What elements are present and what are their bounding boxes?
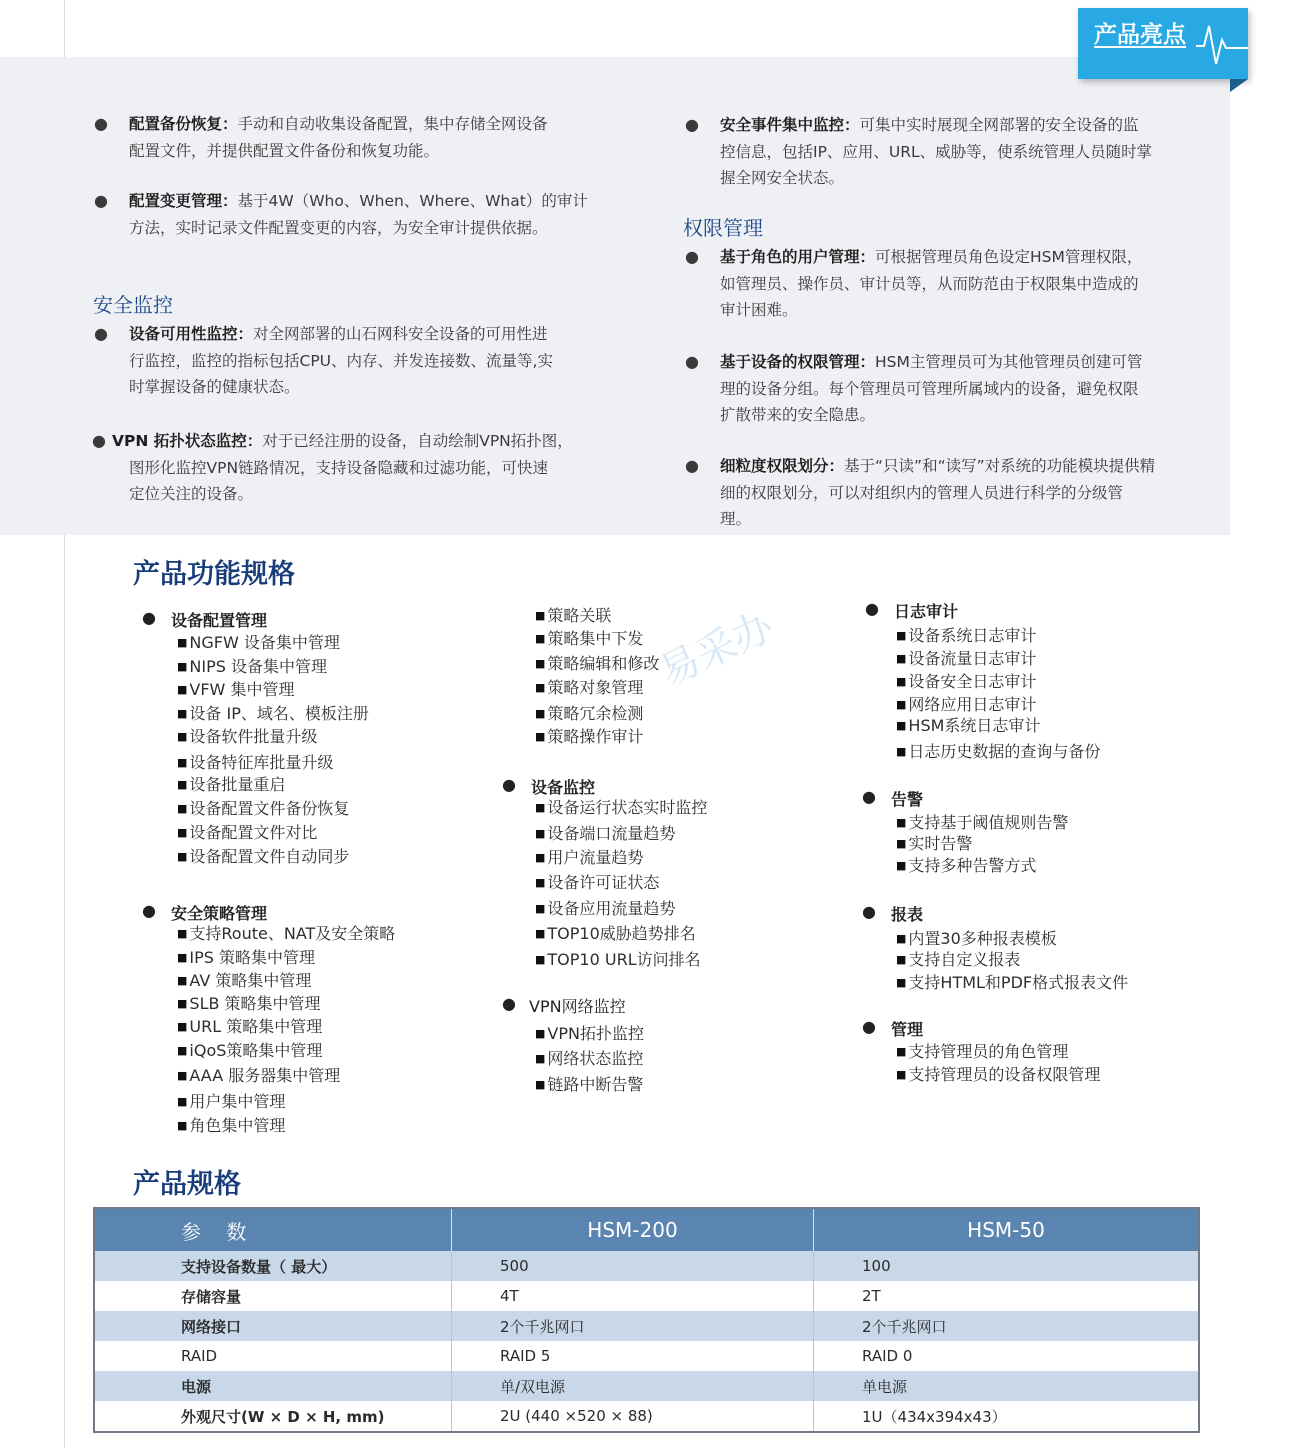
highlight-config-backup: ● 配置备份恢复：手动和自动收集设备配置，集中存储全网设备 配置文件，并提供配置文件备份和恢复功能。 — [129, 111, 548, 164]
bullet: ● — [685, 456, 699, 475]
list-item: ■ 支持自定义报表 — [896, 950, 1021, 969]
list-item: ■ 设备许可证状态 — [535, 873, 660, 892]
list-item: ■ 设备配置文件对比 — [177, 823, 318, 842]
list-item: ■ 策略对象管理 — [535, 678, 644, 697]
highlight-device-permission: ● 基于设备的权限管理：HSM主管理员可为其他管理员创建可管 理的设备分组。每个管理员可管理所属域内的设备，避免权限 扩散带来的安全隐患。 — [720, 349, 1142, 429]
category-log-audit: ● 日志审计 — [865, 599, 959, 621]
bullet: ● — [685, 352, 699, 371]
category-security-policy: ● 安全策略管理 — [142, 901, 268, 923]
header-hsm50: HSM-50 — [814, 1208, 1200, 1251]
list-item: ■ VPN拓扑监控 — [535, 1024, 644, 1043]
list-item: ■ 设备批量重启 — [177, 775, 286, 794]
highlight-vpn-topology: ● VPN 拓扑状态监控：对于已经注册的设备，自动绘制VPN拓扑图， 图形化监控VPN链路情况，支持设备隐藏和过滤功能，可快速 定位关注的设备。 — [129, 428, 590, 508]
list-item: ■ 链路中断告警 — [535, 1075, 644, 1094]
list-item: ■ AV 策略集中管理 — [177, 971, 312, 990]
bullet: ● — [862, 902, 876, 921]
list-item: ■ 网络状态监控 — [535, 1049, 644, 1068]
list-item: ■ NIPS 设备集中管理 — [177, 657, 327, 676]
bullet: ● — [865, 599, 879, 618]
list-item: ■ 设备系统日志审计 — [896, 626, 1037, 645]
bullet: ● — [142, 901, 156, 920]
list-item: ■ 策略关联 — [535, 606, 612, 625]
list-item: ■ 设备安全日志审计 — [896, 672, 1037, 691]
list-item: ■ 用户流量趋势 — [535, 848, 644, 867]
header-hsm200: HSM-200 — [452, 1208, 814, 1251]
bullet: ● — [92, 431, 106, 450]
list-item: ■ AAA 服务器集中管理 — [177, 1066, 341, 1085]
list-item: ■ 支持基于阈值规则告警 — [896, 813, 1069, 832]
product-spec-heading: 产品规格 — [133, 1169, 241, 1200]
highlight-availability: ● 设备可用性监控：对全网部署的山石网科安全设备的可用性进 行监控，监控的指标包括CPU、内存、并发连接数、流量等,实 时掌握设备的健康状态。 — [129, 321, 553, 401]
category-report: ● 报表 — [862, 902, 924, 924]
list-item: ■ IPS 策略集中管理 — [177, 948, 316, 967]
list-item: ■ SLB 策略集中管理 — [177, 994, 321, 1013]
list-item: ■ 网络应用日志审计 — [896, 695, 1037, 714]
list-item: ■ iQoS策略集中管理 — [177, 1041, 323, 1060]
list-item: ■ 设备软件批量升级 — [177, 727, 318, 746]
list-item: ■ 日志历史数据的查询与备份 — [896, 742, 1101, 761]
list-item: ■ 设备运行状态实时监控 — [535, 798, 708, 817]
list-item: ■ 实时告警 — [896, 834, 973, 853]
badge-title: 产品亮点 — [1094, 22, 1186, 48]
highlights-badge — [1078, 8, 1258, 94]
category-alarm: ● 告警 — [862, 787, 924, 809]
bullet: ● — [94, 114, 108, 133]
list-item: ■ 策略操作审计 — [535, 727, 644, 746]
table-header-row — [94, 1208, 1199, 1251]
list-item: ■ NGFW 设备集中管理 — [177, 633, 340, 652]
permission-heading: 权限管理 — [683, 216, 763, 240]
bullet: ● — [685, 247, 699, 266]
pulse-icon — [1196, 18, 1248, 68]
list-item: ■ 设备应用流量趋势 — [535, 899, 676, 918]
category-management: ● 管理 — [862, 1017, 924, 1039]
table-row: 支持设备数量（ 最大） 500 100 — [94, 1251, 1199, 1281]
bullet: ● — [94, 324, 108, 343]
table-row: 网络接口 2个千兆网口 2个千兆网口 — [94, 1311, 1199, 1341]
list-item: ■ 内置30多种报表模板 — [896, 929, 1057, 948]
category-device-monitor: ● 设备监控 — [502, 775, 596, 797]
list-item: ■ 用户集中管理 — [177, 1092, 286, 1111]
highlight-role-management: ● 基于角色的用户管理：可根据管理员角色设定HSM管理权限， 如管理员、操作员、审计员等，从而防范由于权限集中造成的 审计困难。 — [720, 244, 1142, 324]
security-heading: 安全监控 — [93, 293, 173, 317]
category-device-config: ● 设备配置管理 — [142, 608, 268, 630]
table-row: RAID RAID 5 RAID 0 — [94, 1341, 1199, 1371]
list-item: ■ 支持管理员的角色管理 — [896, 1042, 1069, 1061]
list-item: ■ 角色集中管理 — [177, 1116, 286, 1135]
list-item: ■ TOP10威胁趋势排名 — [535, 924, 696, 943]
table-row: 外观尺寸(W × D × H, mm) 2U (440 ×520 × 88) 1U（434x394x43） — [94, 1401, 1199, 1432]
bullet: ● — [502, 775, 516, 794]
bullet: ● — [685, 115, 699, 134]
list-item: ■ 策略冗余检测 — [535, 704, 644, 723]
list-item: ■ 设备配置文件备份恢复 — [177, 799, 350, 818]
list-item: ■ 支持Route、NAT及安全策略 — [177, 924, 396, 943]
watermark: 易采办 — [652, 603, 781, 696]
category-vpn-monitor: ● VPN网络监控 — [502, 994, 626, 1016]
list-item: ■ 设备流量日志审计 — [896, 649, 1037, 668]
list-item: ■ 设备端口流量趋势 — [535, 824, 676, 843]
highlight-config-change: ● 配置变更管理：基于4W（Who、When、Where、What）的审计 方法，实时记录文件配置变更的内容，为安全审计提供依据。 — [129, 188, 619, 241]
list-item: ■ 设备配置文件自动同步 — [177, 847, 350, 866]
bullet: ● — [862, 787, 876, 806]
header-param: 参 数 — [94, 1208, 452, 1251]
table-row: 电源 单/双电源 单电源 — [94, 1371, 1199, 1401]
bullet: ● — [502, 994, 516, 1013]
highlight-fine-grained: ● 细粒度权限划分：基于“只读”和“读写”对系统的功能模块提供精 细的权限划分，可以对组织内的管理人员进行科学的分级管 理。 — [720, 453, 1155, 533]
list-item: ■ VFW 集中管理 — [177, 680, 295, 699]
spec-table — [93, 1207, 1200, 1433]
badge-fold — [1230, 79, 1248, 92]
table-row: 存储容量 4T 2T — [94, 1281, 1199, 1311]
highlight-event-monitor: ● 安全事件集中监控：可集中实时展现全网部署的安全设备的监 控信息，包括IP、应用、URL、威胁等，使系统管理人员随时掌 握全网安全状态。 — [720, 112, 1152, 192]
bullet: ● — [94, 191, 108, 210]
list-item: ■ 支持管理员的设备权限管理 — [896, 1065, 1101, 1084]
list-item: ■ 支持HTML和PDF格式报表文件 — [896, 973, 1129, 992]
list-item: ■ HSM系统日志审计 — [896, 716, 1041, 735]
bullet: ● — [862, 1017, 876, 1036]
list-item: ■ 策略编辑和修改 — [535, 654, 660, 673]
list-item: ■ 设备特征库批量升级 — [177, 753, 334, 772]
list-item: ■ TOP10 URL访问排名 — [535, 950, 701, 969]
list-item: ■ URL 策略集中管理 — [177, 1017, 323, 1036]
bullet: ● — [142, 608, 156, 627]
list-item: ■ 支持多种告警方式 — [896, 856, 1037, 875]
list-item: ■ 策略集中下发 — [535, 629, 644, 648]
function-spec-heading: 产品功能规格 — [133, 559, 295, 590]
list-item: ■ 设备 IP、域名、模板注册 — [177, 704, 369, 723]
